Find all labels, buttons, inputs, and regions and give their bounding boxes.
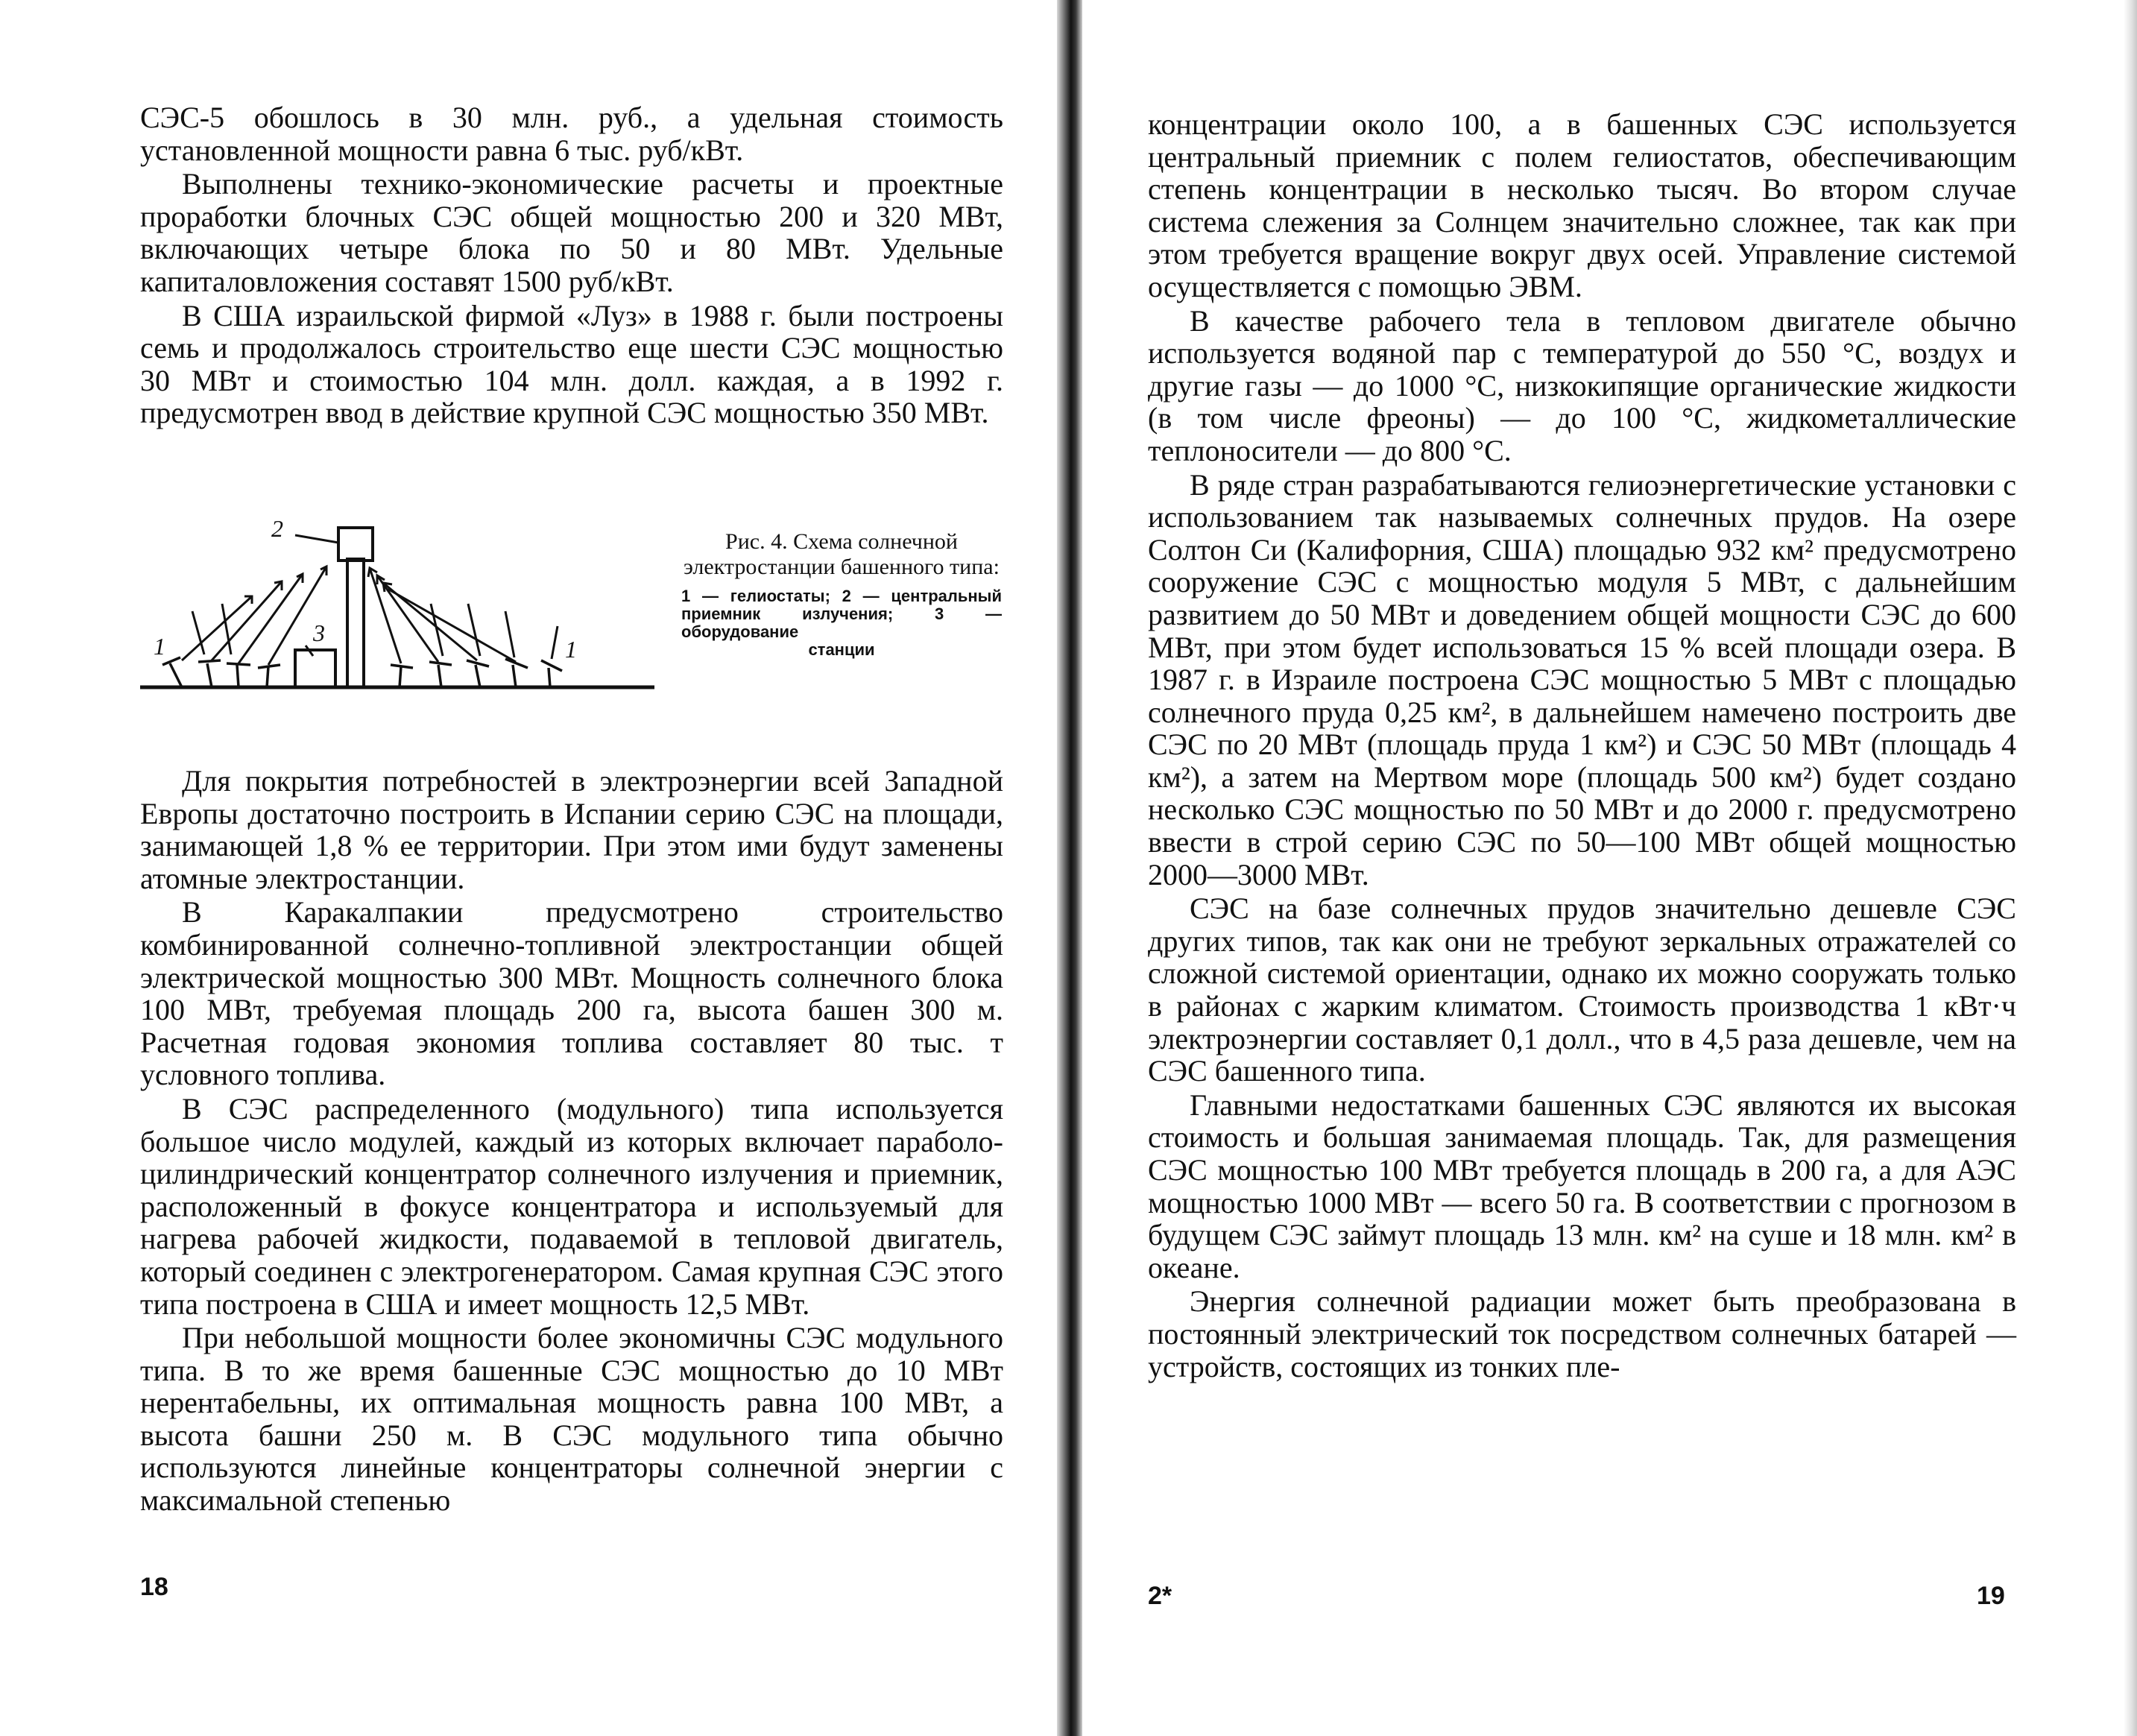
heliostats-right <box>391 659 562 687</box>
left-bottom-text <box>140 765 1003 1517</box>
book-gutter <box>1057 0 1082 1736</box>
signature-mark: 2* <box>1148 1582 1172 1610</box>
paragraph: СЭС-5 обошлось в 30 млн. руб., а удельная стоимость установленной мощности равна 6 тыс. руб/кВт. <box>140 101 1003 167</box>
paragraph: При небольшой мощности более экономичны СЭС модульного типа. В то же время башенные СЭС мощностью до 10 МВт нерентабельны, их оптимальная мощность равна 100 МВт, а высота башни 250 м. В СЭС модульного типа обычно используются линейные концентраторы солнечной энергии с максимальной степенью <box>140 1321 1003 1518</box>
paragraph: СЭС на базе солнечных прудов значительно дешевле СЭС других типов, так как они не требуют зеркальных отражателей со сложной системой ориентации, однако их можно сооружать только в районах с жарким климатом. Стоимость производства 1 кВт·ч электроэнергии составляет 0,1 долл., что в 4,5 раза дешевле, чем на СЭС башенного типа. <box>1148 891 2016 1088</box>
label-1-right: 1 <box>565 636 577 663</box>
label-3: 3 <box>313 619 325 646</box>
paragraph: Главными недостатками башенных СЭС являются их высокая стоимость и большая занимаемая площадь. Так, для размещения СЭС мощностью 100 МВт требуется площадь в 200 га, а для АЭС мощностью 1000 МВт — всего 50 га. В соответствии с прогнозом в будущем СЭС займут площадь 13 млн. км² на суше и 18 млн. км² в океане. <box>1148 1088 2016 1284</box>
label-2: 2 <box>271 515 283 542</box>
paragraph: В США израильской фирмой «Луз» в 1988 г. были построены семь и продолжалось строительство еще шести СЭС мощностью 30 МВт и стоимостью 104 млн. долл. каждая, а в 1992 г. предусмотрен ввод в действие крупной СЭС мощностью 350 МВт. <box>140 298 1003 430</box>
reflected-rays-right <box>368 568 558 663</box>
paragraph: В Каракалпакии предусмотрено строительство комбинированной солнечно-топливной электростанции общей электрической мощностью 300 МВт. Мощность солнечного блока 100 МВт, требуемая площадь 200 га, высота башен 300 м. Расчетная годовая экономия топлива составляет 80 тыс. т условного топлива. <box>140 895 1003 1092</box>
label-2-leader <box>295 535 338 543</box>
right-page <box>1148 0 2016 1736</box>
tower-diagram <box>140 492 662 716</box>
caption-title: Рис. 4. Схема солнечной электростанции башенного типа: <box>684 529 1000 579</box>
right-text <box>1148 108 2016 1383</box>
paragraph: Выполнены технико-экономические расчеты и проектные проработки блочных СЭС общей мощностью 200 и 320 МВт, включающих четыре блока по 50 и 80 МВт. Удельные капиталовложения составят 1500 руб/кВт. <box>140 167 1003 298</box>
heliostats-left <box>162 657 280 687</box>
paragraph: В СЭС распределенного (модульного) типа используется большое число модулей, каждый из которых включает параболо-цилиндрический концентратор солнечного излучения и приемник, расположенный в фокусе концентратора и используемый для нагрева рабочей жидкости, подаваемой в тепловой двигатель, который соединен с электрогенератором. Самая крупная СЭС этого типа построена в США и имеет мощность 12,5 МВт. <box>140 1091 1003 1321</box>
central-receiver <box>338 528 373 561</box>
tower-shaft <box>347 559 364 687</box>
label-1-left: 1 <box>154 633 165 660</box>
page-number-right: 19 <box>1977 1582 2005 1610</box>
left-page <box>140 0 1003 1736</box>
page-edge <box>2124 0 2137 1736</box>
figure-solar-tower-scheme <box>140 492 1003 716</box>
caption-legend <box>681 587 1002 659</box>
caption-legend-last: станции <box>808 640 875 659</box>
station-equipment <box>295 650 335 687</box>
left-top-text <box>140 101 1003 429</box>
paragraph: В ряде стран разрабатываются гелиоэнергетические установки с использованием так называемых солнечных прудов. На озере Солтон Си (Калифорния, США) площадью 932 км² предусмотрено сооружение СЭС с мощностью модуля 5 МВт, с дальнейшим развитием до 50 МВт и доведением общей мощности СЭС до 600 МВт, при этом будет использоваться 15 % всей площади озера. В 1987 г. в Израиле построена СЭС мощностью 5 МВт с площадью солнечного пруда 0,25 км², в дальнейшем намечено построить две СЭС по 20 МВт (площадь пруда 1 км²) и СЭС 50 МВт (площадь 4 км²), а затем на Мертвом море (площадь 500 км²) будет создано несколько СЭС мощностью по 50 МВт и до 2000 г. предусмотрено ввести в строй серию СЭС по 50—100 МВт общей мощностью 2000—3000 МВт. <box>1148 467 2016 891</box>
paragraph: Энергия солнечной радиации может быть преобразована в постоянный электрический ток посредством солнечных батарей — устройств, состоящих из тонких пле- <box>1148 1284 2016 1383</box>
paragraph: Для покрытия потребностей в электроэнергии всей Западной Европы достаточно построить в Испании серию СЭС на площади, занимающей 1,8 % ее территории. При этом ими будут заменены атомные электростанции. <box>140 764 1003 895</box>
page-number-left: 18 <box>140 1573 168 1601</box>
paragraph: В качестве рабочего тела в тепловом двигателе обычно используется водяной пар с температурой до 550 °С, воздух и другие газы — до 1000 °С, низкокипящие органические жидкости (в том числе фреоны) — до 100 °С, жидкометаллические теплоносители — до 800 °С. <box>1148 303 2016 467</box>
figure-caption <box>681 529 1002 659</box>
paragraph: концентрации около 100, а в башенных СЭС используется центральный приемник с полем гелиостатов, обеспечивающим степень концентрации в несколько тысяч. Во втором случае система слежения за Солнцем значительно сложнее, так как при этом требуется вращение вокруг двух осей. Управление системой осуществляется с помощью ЭВМ. <box>1148 107 2016 303</box>
caption-legend-text: 1 — гелиостаты; 2 — центральный приемник излучения; 3 — оборудование <box>681 587 1002 641</box>
